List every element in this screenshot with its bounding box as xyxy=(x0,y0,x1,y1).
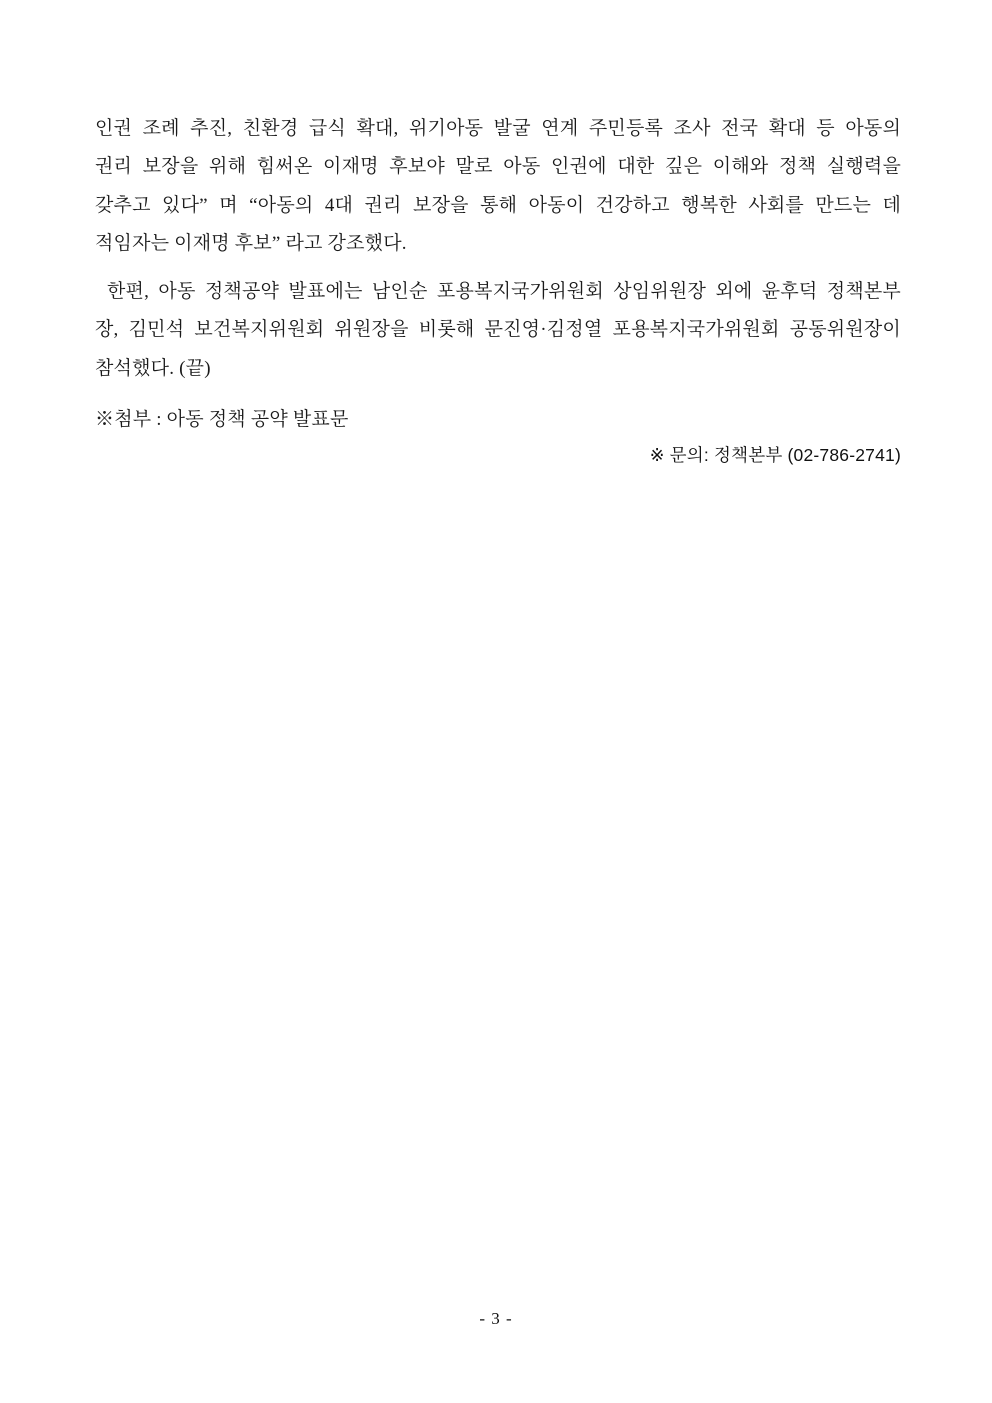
paragraph-attendees xyxy=(95,273,901,388)
page-number: - 3 - xyxy=(479,1309,513,1328)
text-line: 참석했다. (끝) xyxy=(95,357,211,379)
text-line: 장, 김민석 보건복지위원회 위원장을 비롯해 문진영·김정열 포용복지국가위원회 공동위원장이 xyxy=(95,319,901,341)
text-line: 적임자는 이재명 후보” 라고 강조했다. xyxy=(95,233,407,255)
paragraph-policy-statement xyxy=(95,110,901,264)
text-line: 한편, 아동 정책공약 발표에는 남인순 포용복지국가위원회 상임위원장 외에 윤후덕 정책본부 xyxy=(107,281,901,302)
text-line: 권리 보장을 위해 힘써온 이재명 후보야 말로 아동 인권에 대한 깊은 이해와 정책 실행력을 xyxy=(95,156,901,178)
attachment-note: ※첨부 : 아동 정책 공약 발표문 xyxy=(95,409,349,430)
text-line: 갖추고 있다” 며 “아동의 4대 권리 보장을 통해 아동이 건강하고 행복한 사회를 만드는 데 xyxy=(95,194,901,216)
text-line: 인권 조례 추진, 친환경 급식 확대, 위기아동 발굴 연계 주민등록 조사 전국 확대 등 아동의 xyxy=(95,118,901,139)
contact-note: ※ 문의: 정책본부 (02-786-2741) xyxy=(649,445,901,465)
